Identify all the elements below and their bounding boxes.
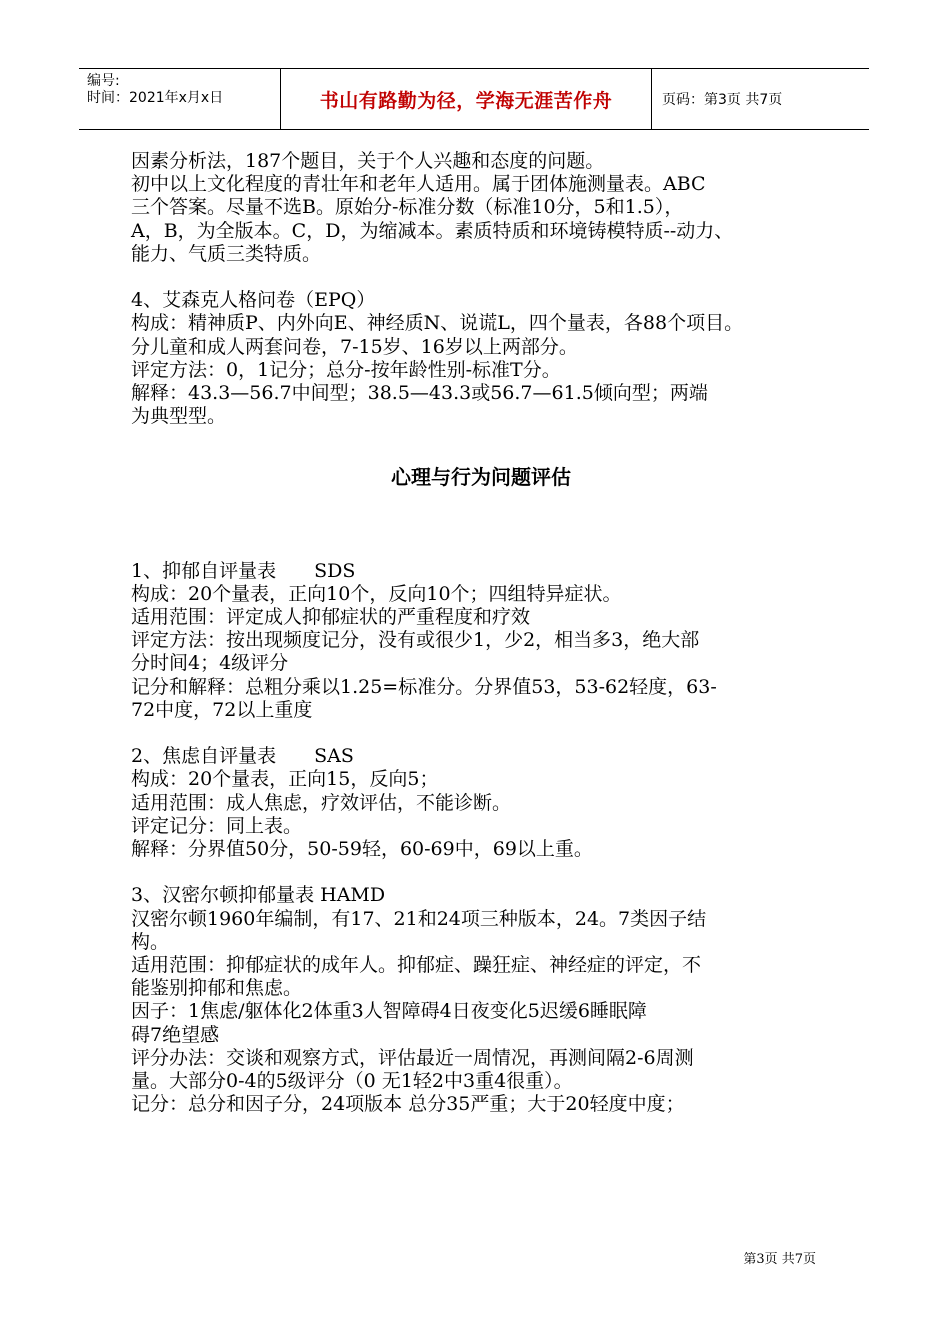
- page-header: [79, 68, 869, 130]
- text-line: 为典型型。: [131, 405, 227, 428]
- text-line: 适用范围：抑郁症状的成年人。抑郁症、躁狂症、神经症的评定，不: [131, 954, 702, 977]
- text-line: 分儿童和成人两套问卷，7-15岁、16岁以上两部分。: [131, 335, 578, 358]
- header-time-label: 时间：2021年x月x日: [87, 90, 224, 106]
- text-line: 解释：43.3—56.7中间型；38.5—43.3或56.7—61.5倾向型；两端: [131, 382, 708, 405]
- text-line: 构成：20个量表，正向15，反向5；: [131, 768, 439, 791]
- text-line: 1、抑郁自评量表 SDS: [131, 559, 356, 582]
- text-line: A，B，为全版本。C，D，为缩减本。素质特质和环境铸模特质--动力、: [131, 219, 734, 242]
- text-line: 能力、气质三类特质。: [131, 242, 322, 265]
- document-body: [131, 150, 831, 1116]
- section-title: 心理与行为问题评估: [391, 465, 571, 490]
- text-line: 适用范围：评定成人抑郁症状的严重程度和疗效: [131, 606, 531, 629]
- text-line: 评定方法：0，1记分；总分-按年龄性别-标准T分。: [131, 358, 561, 381]
- text-line: 因素分析法，187个题目，关于个人兴趣和态度的问题。: [131, 150, 605, 172]
- text-line: 分时间4；4级评分: [131, 652, 289, 675]
- paragraph-block-sas: [131, 745, 831, 861]
- header-motto: 书山有路勤为径，学海无涯苦作舟: [281, 69, 652, 129]
- text-line: 评定记分：同上表。: [131, 814, 303, 837]
- paragraph-block-hamd: [131, 884, 831, 1116]
- header-meta: [79, 69, 281, 129]
- header-page-info: 页码：第3页 共7页: [662, 92, 783, 108]
- paragraph-block-epq: [131, 289, 831, 428]
- text-line: 汉密尔顿1960年编制，有17、21和24项三种版本，24。7类因子结: [131, 907, 707, 930]
- text-line: 记分：总分和因子分，24项版本 总分35严重；大于20轻度中度；: [131, 1093, 685, 1116]
- text-line: 评分办法：交谈和观察方式，评估最近一周情况，再测间隔2-6周测: [131, 1046, 694, 1069]
- text-line: 初中以上文化程度的青壮年和老年人适用。属于团体施测量表。ABC: [131, 173, 706, 196]
- text-line: 3、汉密尔顿抑郁量表 HAMD: [131, 884, 386, 907]
- paragraph-block-1: [131, 150, 831, 266]
- text-line: 2、焦虑自评量表 SAS: [131, 745, 354, 768]
- text-line: 碍7绝望感: [131, 1023, 220, 1046]
- text-line: 量。大部分0-4的5级评分（0 无1轻2中3重4很重）。: [131, 1070, 573, 1093]
- text-line: 72中度，72以上重度: [131, 698, 313, 721]
- text-line: 能鉴别抑郁和焦虑。: [131, 977, 303, 1000]
- text-line: 构。: [131, 930, 170, 953]
- text-line: 评定方法：按出现频度记分，没有或很少1，少2，相当多3，绝大部: [131, 629, 700, 652]
- text-line: 构成：精神质P、内外向E、神经质N、说谎L，四个量表，各88个项目。: [131, 312, 744, 335]
- text-line: 构成：20个量表，正向10个，反向10个；四组特异症状。: [131, 582, 622, 605]
- text-line: 记分和解释：总粗分乘以1.25=标准分。分界值53，53-62轻度，63-: [131, 675, 717, 698]
- text-line: 4、艾森克人格问卷（EPQ）: [131, 289, 376, 312]
- header-number-label: 编号:: [87, 73, 120, 89]
- text-line: 三个答案。尽量不选B。原始分-标准分数（标准10分，5和1.5），: [131, 196, 684, 219]
- text-line: 解释：分界值50分，50-59轻，60-69中，69以上重。: [131, 838, 593, 861]
- page-footer: 第3页 共7页: [743, 1252, 816, 1267]
- text-line: 因子：1焦虑/躯体化2体重3人智障碍4日夜变化5迟缓6睡眠障: [131, 1000, 647, 1023]
- paragraph-block-sds: [131, 560, 831, 722]
- text-line: 适用范围：成人焦虑，疗效评估，不能诊断。: [131, 791, 512, 814]
